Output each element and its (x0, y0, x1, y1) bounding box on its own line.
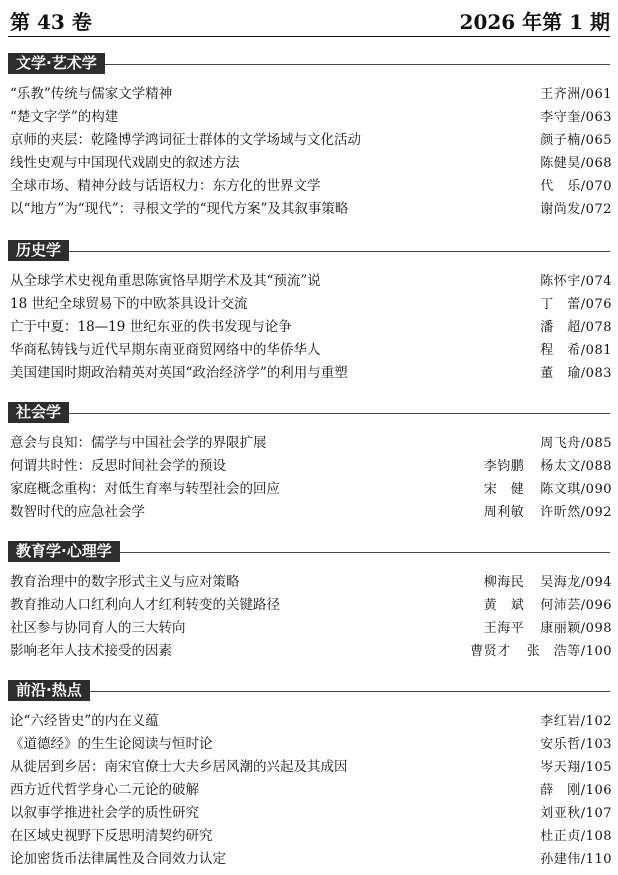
article-authors (540, 432, 612, 455)
article-title: 家庭概念重构：对低生育率与转型社会的回应 (10, 481, 280, 497)
article-authors (484, 455, 612, 478)
article-title: 教育推动人口红利向人才红利转变的关键路径 (10, 597, 280, 613)
author-name: 颜子楠/065 (540, 133, 612, 148)
author-name: 陈健昊/068 (540, 156, 612, 171)
article-authors (540, 270, 612, 293)
author-name: 张 浩等/100 (526, 644, 612, 659)
toc-entry[interactable] (0, 478, 618, 501)
toc-section (0, 680, 618, 871)
article-authors (540, 175, 612, 198)
article-title: “楚文字学”的构建 (10, 109, 119, 125)
author-name: 周飞舟/085 (540, 436, 612, 451)
toc-entry[interactable] (0, 270, 618, 293)
toc-section (0, 240, 618, 385)
article-title: 美国建国时期政治精英对英国“政治经济学”的利用与重塑 (10, 365, 348, 381)
author-name: 李红岩/102 (540, 714, 612, 729)
toc-entry[interactable] (0, 339, 618, 362)
article-authors (540, 779, 612, 802)
toc-section (0, 53, 618, 221)
article-authors (540, 293, 612, 316)
article-title: 以叙事学推进社会学的质性研究 (10, 805, 199, 821)
author-name: 杜正贞/108 (540, 829, 612, 844)
article-title: 西方近代哲学身心二元论的破解 (10, 782, 199, 798)
toc-entry[interactable] (0, 710, 618, 733)
article-title: 18 世纪全球贸易下的中欧茶具设计交流 (10, 296, 248, 312)
article-title: 亡于中夏：18—19 世纪东亚的佚书发现与论争 (10, 319, 292, 335)
article-authors (484, 617, 612, 640)
article-authors (540, 198, 612, 221)
article-authors (540, 106, 612, 129)
section-rule (8, 251, 610, 252)
author-name: 柳海民 (483, 575, 525, 590)
article-title: 以“地方”为“现代”：寻根文学的“现代方案”及其叙事策略 (10, 201, 349, 217)
article-authors (540, 83, 612, 106)
article-authors (540, 362, 612, 385)
article-title: 数智时代的应急社会学 (10, 504, 145, 520)
article-authors (470, 640, 612, 663)
toc-entry[interactable] (0, 825, 618, 848)
toc-entry[interactable] (0, 733, 618, 756)
section-header (0, 680, 618, 702)
article-authors (540, 825, 612, 848)
section-header (0, 53, 618, 75)
article-title: 论“六经皆史”的内在义蕴 (10, 713, 159, 729)
author-name: 杨太文/088 (540, 459, 612, 474)
toc-section (0, 402, 618, 524)
toc-entry[interactable] (0, 802, 618, 825)
author-name: 陈文琪/090 (540, 482, 612, 497)
author-name: 丁 蕾/076 (540, 297, 612, 312)
toc-entry[interactable] (0, 152, 618, 175)
article-authors (484, 478, 612, 501)
article-authors (484, 594, 612, 617)
article-title: 论加密货币法律属性及合同效力认定 (10, 851, 226, 867)
article-title: 从徙居到乡居：南宋官僚士大夫乡居风潮的兴起及其成因 (10, 759, 348, 775)
author-name: 陈怀宇/074 (540, 274, 612, 289)
author-name: 程 希/081 (540, 343, 612, 358)
article-authors (540, 710, 612, 733)
article-authors (484, 571, 612, 594)
page-header (8, 4, 610, 37)
author-name: 潘 超/078 (540, 320, 612, 335)
section-items (0, 83, 618, 221)
toc-entry[interactable] (0, 501, 618, 524)
section-header (0, 402, 618, 424)
article-title: 影响老年人技术接受的因素 (10, 643, 172, 659)
section-rule (8, 691, 610, 692)
toc-entry[interactable] (0, 316, 618, 339)
author-name: 王齐洲/061 (540, 87, 612, 102)
article-authors (540, 802, 612, 825)
toc-entry[interactable] (0, 129, 618, 152)
author-name: 吴海龙/094 (540, 575, 612, 590)
article-title: 意会与良知：儒学与中国社会学的界限扩展 (10, 435, 267, 451)
section-items (0, 432, 618, 524)
article-authors (540, 339, 612, 362)
article-title: 从全球学术史视角重思陈寅恪早期学术及其“预流”说 (10, 273, 321, 289)
issue-label: 2026 年第 1 期 (459, 10, 610, 34)
author-name: 李钧鹏 (483, 459, 525, 474)
toc-entry[interactable] (0, 455, 618, 478)
article-title: 《道德经》的生生论阅读与恒时论 (10, 736, 213, 752)
author-name: 代 乐/070 (540, 179, 612, 194)
article-authors (540, 848, 612, 871)
author-name: 李守奎/063 (540, 110, 612, 125)
article-title: 社区参与协同育人的三大转向 (10, 620, 186, 636)
section-items (0, 571, 618, 663)
article-title: 何谓共时性：反思时间社会学的预设 (10, 458, 226, 474)
article-title: 全球市场、精神分歧与话语权力：东方化的世界文学 (10, 178, 321, 194)
section-rule (8, 413, 610, 414)
article-title: 京师的夹层：乾隆博学鸿词征士群体的文学场域与文化活动 (10, 132, 361, 148)
toc-entry[interactable] (0, 432, 618, 455)
article-title: “乐教”传统与儒家文学精神 (10, 86, 173, 102)
toc-entry[interactable] (0, 594, 618, 617)
toc-entry[interactable] (0, 83, 618, 106)
author-name: 岑天翔/105 (540, 760, 612, 775)
toc-entry[interactable] (0, 198, 618, 221)
section-header (0, 240, 618, 262)
toc-entry[interactable] (0, 779, 618, 802)
article-authors (484, 501, 612, 524)
toc-entry[interactable] (0, 106, 618, 129)
toc-section (0, 541, 618, 663)
author-name: 曹贤才 (470, 644, 511, 659)
volume-label: 第 43 卷 (10, 10, 92, 34)
toc-entry[interactable] (0, 362, 618, 385)
article-title: 华商私铸钱与近代早期东南亚商贸网络中的华侨华人 (10, 342, 321, 358)
section-title: 社会学 (8, 402, 69, 423)
section-title: 前沿·热点 (8, 680, 90, 701)
article-authors (540, 733, 612, 756)
article-title: 线性史观与中国现代戏剧史的叙述方法 (10, 155, 240, 171)
author-name: 黄 斌 (483, 598, 525, 613)
toc-entry[interactable] (0, 756, 618, 779)
section-title: 教育学·心理学 (8, 541, 120, 562)
author-name: 宋 健 (483, 482, 525, 497)
toc-entry[interactable] (0, 175, 618, 198)
author-name: 许昕然/092 (540, 505, 612, 520)
author-name: 孙建伟/110 (540, 852, 612, 867)
section-title: 文学·艺术学 (8, 53, 105, 74)
article-authors (540, 316, 612, 339)
author-name: 谢尚发/072 (540, 202, 612, 217)
author-name: 董 瑜/083 (540, 366, 612, 381)
article-title: 在区域史视野下反思明清契约研究 (10, 828, 213, 844)
author-name: 安乐哲/103 (540, 737, 612, 752)
author-name: 刘亚秋/107 (540, 806, 612, 821)
toc-entry[interactable] (0, 848, 618, 871)
article-authors (540, 756, 612, 779)
section-items (0, 710, 618, 871)
section-items (0, 270, 618, 385)
toc-entry[interactable] (0, 640, 618, 663)
author-name: 薛 刚/106 (540, 783, 612, 798)
section-header (0, 541, 618, 563)
toc-entry[interactable] (0, 293, 618, 316)
author-name: 康丽颖/098 (540, 621, 612, 636)
toc-entry[interactable] (0, 571, 618, 594)
article-title: 教育治理中的数字形式主义与应对策略 (10, 574, 240, 590)
section-title: 历史学 (8, 240, 69, 261)
author-name: 周利敏 (483, 505, 525, 520)
article-authors (540, 152, 612, 175)
author-name: 何沛芸/096 (540, 598, 612, 613)
toc-entry[interactable] (0, 617, 618, 640)
article-authors (540, 129, 612, 152)
author-name: 王海平 (483, 621, 525, 636)
